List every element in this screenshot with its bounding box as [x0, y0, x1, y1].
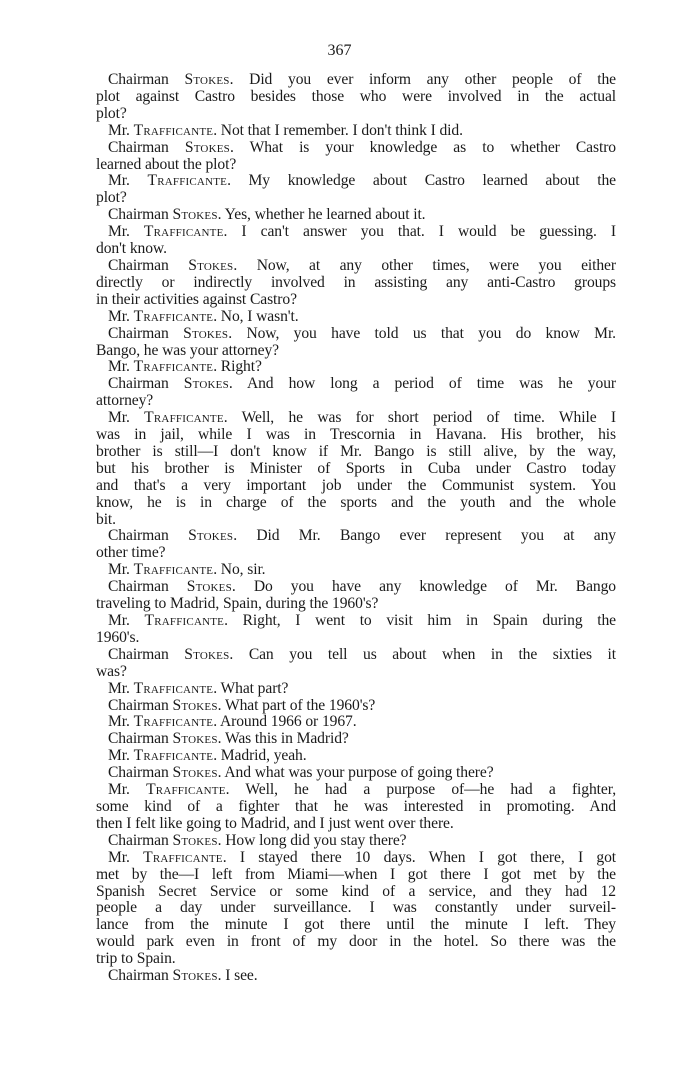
speaker-name: Stokes: [183, 324, 229, 342]
transcript-line: [96, 106, 616, 123]
transcript-paragraph: [96, 376, 616, 410]
transcript-line: Chairman Stokes. And what was your purpose of going there?: [108, 764, 494, 782]
transcript-line: Mr. Trafficante. Right?: [108, 358, 262, 376]
line-text: What part?: [220, 679, 289, 697]
speaker-name: Stokes: [172, 206, 218, 224]
line-text: Do you have any knowledge of Mr. Bango: [253, 578, 616, 596]
line-text: in their activities against Castro?: [96, 290, 297, 308]
speaker-title: Chairman: [108, 645, 169, 663]
speaker-name: Stokes: [172, 831, 218, 849]
speaker-name: Trafficante: [133, 747, 214, 765]
transcript-line: [96, 478, 616, 495]
line-text: was?: [96, 662, 127, 680]
transcript-line: [96, 545, 616, 562]
transcript-paragraph: [96, 123, 616, 140]
line-text: What is your knowledge as to whether Castro: [249, 138, 616, 156]
speaker-name: Stokes: [172, 730, 218, 748]
line-text: Well, he was for short period of time. While I: [241, 409, 616, 427]
speaker-title: Chairman: [108, 138, 169, 156]
transcript-paragraph: [96, 258, 616, 309]
line-text: brother is still—I don't know if Mr. Bango is still alive, by the way,: [96, 442, 616, 460]
transcript-line: [96, 816, 616, 833]
line-text: Did Mr. Bango ever represent you at any: [256, 527, 616, 545]
speaker-title: Mr.: [108, 713, 130, 731]
line-text: Can you tell us about when in the sixties it: [248, 645, 616, 663]
transcript-paragraph: [96, 173, 616, 207]
speaker-name: Trafficante: [133, 307, 214, 325]
transcript-line: [96, 630, 616, 647]
transcript-line: [96, 951, 616, 968]
transcript-paragraph: [96, 731, 616, 748]
line-text: met by the—I left from Miami—when I got there I got met by the: [96, 865, 616, 883]
line-text: and that's a very important job under the Communist system. You: [96, 476, 616, 494]
speaker-name: Stokes: [186, 578, 232, 596]
line-text: some kind of a fighter that he was interested in promoting. And: [96, 797, 616, 815]
transcript-paragraph: [96, 613, 616, 647]
transcript-paragraph: [96, 579, 616, 613]
transcript-paragraph: [96, 309, 616, 326]
transcript-paragraph: [96, 714, 616, 731]
line-text: Now, you have told us that you do know Mr.: [246, 324, 616, 342]
transcript-line: [96, 512, 616, 529]
line-text: other time?: [96, 544, 166, 562]
transcript-line: Chairman Stokes. Yes, whether he learned about it.: [108, 206, 426, 224]
speaker-name: Trafficante: [143, 848, 223, 866]
line-text: And how long a period of time was he your: [246, 375, 616, 393]
speaker-title: Mr.: [108, 679, 130, 697]
transcript-line: [96, 884, 616, 901]
transcript-line: Mr. Trafficante. What part?: [108, 679, 289, 697]
line-text: Yes, whether he learned about it.: [224, 206, 426, 224]
transcript-line: Chairman Stokes. Was this in Madrid?: [108, 730, 349, 748]
transcript-line: Mr. Trafficante. Madrid, yeah.: [108, 747, 307, 765]
line-text: Now, at any other times, were you either: [256, 256, 616, 274]
speaker-title: Chairman: [108, 730, 169, 748]
transcript-line: [96, 917, 616, 934]
transcript-paragraph: [96, 528, 616, 562]
speaker-title: Mr.: [108, 172, 130, 190]
speaker-title: Chairman: [108, 831, 169, 849]
speaker-title: Mr.: [108, 747, 130, 765]
transcript-line: Mr. Trafficante. I can't answer you that. I would be guessing. I: [108, 223, 616, 241]
transcript-paragraph: [96, 782, 616, 833]
line-text: Madrid, yeah.: [220, 747, 307, 765]
speaker-title: Mr.: [108, 307, 130, 325]
transcript-paragraph: [96, 224, 616, 258]
transcript-paragraph: [96, 698, 616, 715]
speaker-name: Stokes: [183, 375, 229, 393]
transcript-line: Chairman Stokes. I see.: [108, 967, 258, 985]
transcript-paragraph: [96, 647, 616, 681]
speaker-title: Chairman: [108, 256, 169, 274]
line-text: Well, he had a purpose of—he had a fighter,: [245, 781, 616, 799]
speaker-title: Chairman: [108, 764, 169, 782]
transcript-line: Mr. Trafficante. I stayed there 10 days. When I got there, I got: [108, 848, 616, 866]
speaker-name: Trafficante: [133, 358, 214, 376]
speaker-name: Trafficante: [133, 561, 214, 579]
page-number: 367: [327, 42, 352, 59]
transcript-paragraph: [96, 140, 616, 174]
transcript-line: Chairman Stokes. Now, you have told us that you do know Mr.: [108, 324, 616, 342]
line-text: then I felt like going to Madrid, and I just went over there.: [96, 814, 454, 832]
line-text: Right?: [220, 358, 262, 376]
speaker-title: Chairman: [108, 375, 169, 393]
line-text: I can't answer you that. I would be guessing. I: [241, 223, 616, 241]
speaker-name: Trafficante: [133, 121, 214, 139]
transcript-line: [96, 427, 616, 444]
speaker-title: Mr.: [108, 848, 130, 866]
transcript-line: Mr. Trafficante. Well, he was for short period of time. While I: [108, 409, 616, 427]
speaker-name: Trafficante: [144, 409, 224, 427]
speaker-name: Stokes: [184, 71, 230, 88]
speaker-name: Stokes: [172, 764, 218, 782]
hearing-transcript: [96, 72, 616, 985]
speaker-title: Mr.: [108, 121, 130, 139]
transcript-line: Mr. Trafficante. Not that I remember. I don't think I did.: [108, 121, 463, 139]
speaker-title: Mr.: [108, 409, 130, 427]
transcript-paragraph: [96, 681, 616, 698]
transcript-line: [96, 393, 616, 410]
line-text: 1960's.: [96, 628, 140, 646]
transcript-line: [96, 799, 616, 816]
transcript-line: [96, 343, 616, 360]
transcript-line: [96, 190, 616, 207]
transcript-line: Chairman Stokes. Can you tell us about when in the sixties it: [108, 645, 616, 663]
transcript-paragraph: [96, 833, 616, 850]
transcript-paragraph: [96, 765, 616, 782]
transcript-paragraph: [96, 748, 616, 765]
transcript-line: Chairman Stokes. How long did you stay there?: [108, 831, 407, 849]
speaker-title: Mr.: [108, 612, 130, 629]
speaker-title: Mr.: [108, 358, 130, 376]
speaker-name: Stokes: [188, 527, 234, 545]
speaker-title: Mr.: [108, 781, 130, 799]
transcript-paragraph: [96, 207, 616, 224]
speaker-name: Trafficante: [133, 679, 214, 697]
line-text: Did you ever inform any other people of the: [249, 71, 616, 88]
line-text: traveling to Madrid, Spain, during the 1960's?: [96, 595, 379, 613]
speaker-title: Chairman: [108, 696, 169, 714]
line-text: I stayed there 10 days. When I got there, I got: [239, 848, 616, 866]
line-text: would park even in front of my door in the hotel. So there was the: [96, 933, 616, 951]
transcript-line: Chairman Stokes. And how long a period of time was he your: [108, 375, 616, 393]
transcript-line: Mr. Trafficante. My knowledge about Castro learned about the: [108, 172, 616, 190]
transcript-line: [96, 664, 616, 681]
line-text: bit.: [96, 510, 116, 528]
line-text: Spanish Secret Service or some kind of a service, and they had 12: [96, 882, 616, 900]
line-text: directly or indirectly involved in assisting any anti-Castro groups: [96, 273, 616, 291]
transcript-line: [96, 275, 616, 292]
transcript-line: Chairman Stokes. Did you ever inform any other people of the: [108, 71, 616, 88]
line-text: What part of the 1960's?: [224, 696, 376, 714]
speaker-name: Trafficante: [144, 612, 225, 629]
line-text: No, sir.: [220, 561, 266, 579]
line-text: Not that I remember. I don't think I did.: [220, 121, 463, 139]
transcript-line: Chairman Stokes. Did Mr. Bango ever represent you at any: [108, 527, 616, 545]
speaker-title: Chairman: [108, 206, 169, 224]
transcript-line: [96, 89, 616, 106]
line-text: people a day under surveillance. I was constantly under surveil-: [96, 899, 616, 917]
transcript-paragraph: [96, 562, 616, 579]
line-text: plot?: [96, 104, 127, 122]
transcript-paragraph: [96, 359, 616, 376]
speaker-title: Mr.: [108, 223, 130, 241]
transcript-line: [96, 495, 616, 512]
transcript-line: [96, 596, 616, 613]
transcript-line: Mr. Trafficante. No, I wasn't.: [108, 307, 299, 325]
speaker-name: Stokes: [184, 645, 230, 663]
transcript-line: Chairman Stokes. Now, at any other times, were you either: [108, 256, 616, 274]
speaker-name: Stokes: [172, 967, 218, 985]
speaker-name: Stokes: [188, 256, 234, 274]
transcript-paragraph: [96, 410, 616, 528]
transcript-paragraph: [96, 72, 616, 123]
line-text: Bango, he was your attorney?: [96, 341, 279, 359]
line-text: plot against Castro besides those who were involved in the actual: [96, 87, 616, 105]
transcript-line: [96, 900, 616, 917]
line-text: attorney?: [96, 392, 154, 410]
line-text: learned about the plot?: [96, 155, 237, 173]
transcript-line: [96, 241, 616, 258]
transcript-line: Mr. Trafficante. No, sir.: [108, 561, 266, 579]
speaker-name: Trafficante: [143, 223, 224, 241]
line-text: know, he is in charge of the sports and the youth and the whole: [96, 493, 616, 511]
transcript-line: Mr. Trafficante. Around 1966 or 1967.: [108, 713, 357, 731]
speaker-name: Stokes: [184, 138, 230, 156]
transcript-line: [96, 461, 616, 478]
line-text: lance from the minute I got there until the minute I left. They: [96, 916, 616, 934]
transcript-paragraph: [96, 326, 616, 360]
transcript-line: [96, 934, 616, 951]
transcript-paragraph: [96, 968, 616, 985]
line-text: How long did you stay there?: [225, 831, 407, 849]
transcript-line: [96, 867, 616, 884]
speaker-title: Chairman: [108, 967, 169, 985]
speaker-name: Trafficante: [146, 781, 226, 799]
transcript-line: [96, 157, 616, 174]
line-text: but his brother is Minister of Sports in Cuba under Castro today: [96, 459, 616, 477]
line-text: And what was your purpose of going there?: [224, 764, 494, 782]
transcript-line: Mr. Trafficante. Right, I went to visit him in Spain during the: [108, 612, 616, 629]
transcript-line: [96, 292, 616, 309]
line-text: Was this in Madrid?: [224, 730, 349, 748]
speaker-name: Trafficante: [147, 172, 228, 190]
transcript-line: [96, 444, 616, 461]
line-text: Around 1966 or 1967.: [219, 713, 357, 731]
transcript-paragraph: [96, 850, 616, 968]
transcript-line: Chairman Stokes. What part of the 1960's?: [108, 696, 376, 714]
speaker-title: Mr.: [108, 561, 130, 579]
transcript-line: Chairman Stokes. What is your knowledge as to whether Castro: [108, 138, 616, 156]
line-text: I see.: [225, 967, 258, 985]
line-text: Right, I went to visit him in Spain during the: [242, 612, 616, 629]
speaker-title: Chairman: [108, 71, 169, 88]
transcript-line: Mr. Trafficante. Well, he had a purpose of—he had a fighter,: [108, 781, 616, 799]
line-text: was in jail, while I was in Trescornia in Havana. His brother, his: [96, 426, 616, 444]
transcript-line: Chairman Stokes. Do you have any knowledge of Mr. Bango: [108, 578, 616, 596]
speaker-title: Chairman: [108, 527, 169, 545]
line-text: plot?: [96, 189, 127, 207]
speaker-name: Trafficante: [133, 713, 214, 731]
line-text: trip to Spain.: [96, 950, 176, 968]
speaker-name: Stokes: [172, 696, 218, 714]
speaker-title: Chairman: [108, 578, 169, 596]
line-text: don't know.: [96, 240, 167, 258]
line-text: No, I wasn't.: [220, 307, 299, 325]
line-text: My knowledge about Castro learned about the: [248, 172, 616, 190]
speaker-title: Chairman: [108, 324, 169, 342]
